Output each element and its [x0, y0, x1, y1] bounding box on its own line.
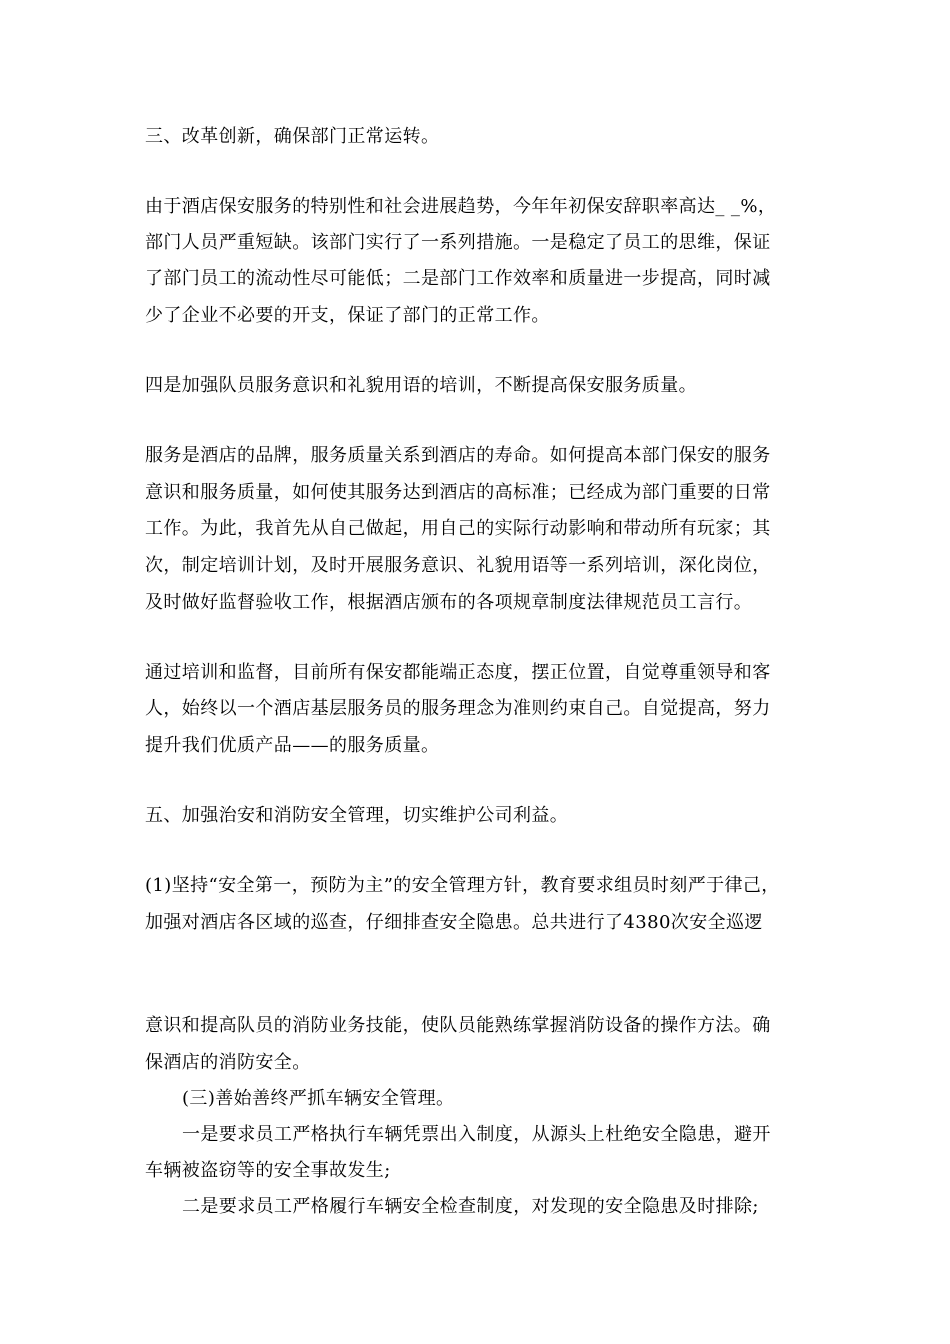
- paragraph-line: 加强对酒店各区域的巡查，仔细排查安全隐患。总共进行了4380次安全巡逻: [145, 912, 763, 933]
- paragraph-line: 服务是酒店的品牌，服务质量关系到酒店的寿命。如何提高本部门保安的服务: [145, 445, 771, 466]
- paragraph-line: 提升我们优质产品——的服务质量。: [145, 735, 440, 756]
- paragraph-line: 意识和提高队员的消防业务技能，使队员能熟练掌握消防设备的操作方法。确: [145, 1015, 771, 1036]
- section-heading-4: 四是加强队员服务意识和礼貌用语的培训，不断提高保安服务质量。: [145, 375, 697, 396]
- paragraph-line: 部门人员严重短缺。该部门实行了一系列措施。一是稳定了员工的思维，保证: [145, 232, 771, 253]
- paragraph-line: 保酒店的消防安全。: [145, 1052, 311, 1073]
- section-heading-3: 三、改革创新，确保部门正常运转。: [145, 126, 440, 147]
- section-heading-5: 五、加强治安和消防安全管理，切实维护公司利益。: [145, 805, 569, 826]
- paragraph-line: 了部门员工的流动性尽可能低；二是部门工作效率和质量进一步提高，同时减: [145, 268, 771, 289]
- paragraph-line: 次，制定培训计划，及时开展服务意识、礼貌用语等一系列培训，深化岗位，: [145, 555, 771, 576]
- paragraph-line: 通过培训和监督，目前所有保安都能端正态度，摆正位置，自觉尊重领导和客: [145, 662, 771, 683]
- paragraph-line: 一是要求员工严格执行车辆凭票出入制度，从源头上杜绝安全隐患，避开: [182, 1124, 771, 1145]
- paragraph-line: 由于酒店保安服务的特别性和社会进展趋势，今年年初保安辞职率高达_ _%，: [145, 196, 777, 217]
- paragraph-line: 二是要求员工严格履行车辆安全检查制度，对发现的安全隐患及时排除;: [182, 1196, 759, 1217]
- subsection-heading: (三)善始善终严抓车辆安全管理。: [182, 1088, 455, 1109]
- paragraph-line: 车辆被盗窃等的安全事故发生;: [145, 1160, 391, 1181]
- paragraph-line: 及时做好监督验收工作，根据酒店颁布的各项规章制度法律规范员工言行。: [145, 592, 753, 613]
- paragraph-line: 工作。为此，我首先从自己做起，用自己的实际行动影响和带动所有玩家；其: [145, 518, 771, 539]
- paragraph-line: (1)坚持“安全第一，预防为主”的安全管理方针，教育要求组员时刻严于律己，: [145, 875, 780, 896]
- paragraph-line: 意识和服务质量，如何使其服务达到酒店的高标准；已经成为部门重要的日常: [145, 482, 771, 503]
- paragraph-line: 少了企业不必要的开支，保证了部门的正常工作。: [145, 305, 550, 326]
- paragraph-line: 人，始终以一个酒店基层服务员的服务理念为准则约束自己。自觉提高，努力: [145, 698, 771, 719]
